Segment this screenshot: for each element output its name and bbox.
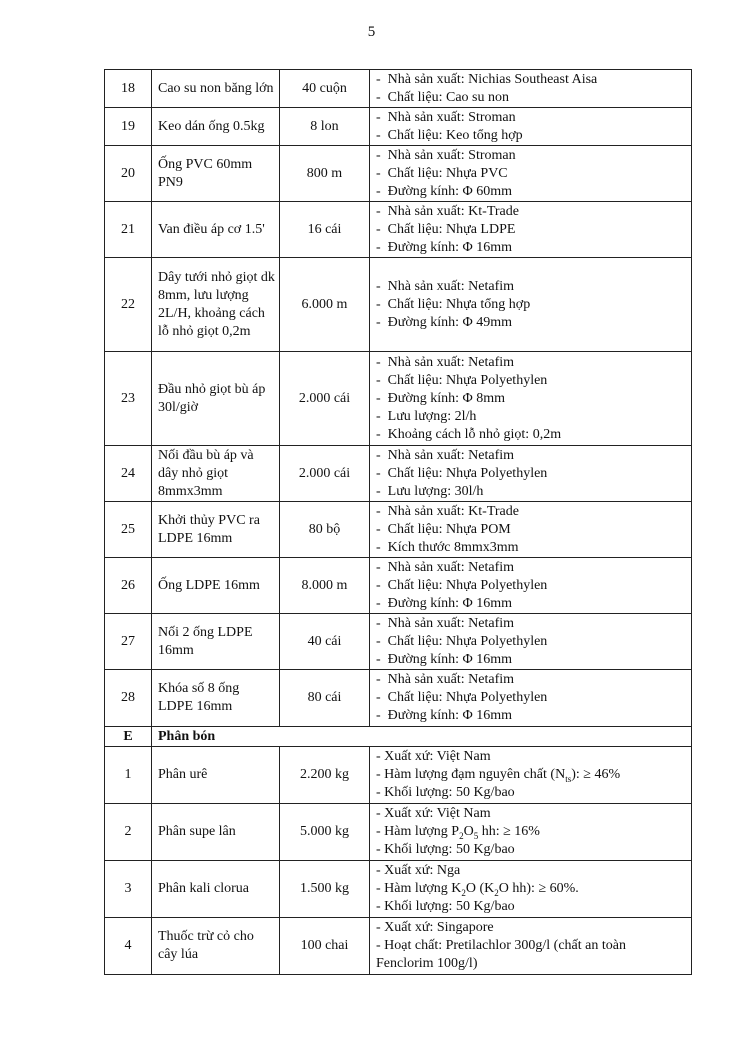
spec-line: - Khối lượng: 50 Kg/bao xyxy=(376,898,687,916)
spec-line: - Nhà sản xuất: Kt-Trade xyxy=(376,203,687,221)
table-row xyxy=(105,70,692,108)
table-row xyxy=(105,804,692,861)
spec-line: - Chất liệu: Nhựa PVC xyxy=(376,165,687,183)
row-number: 25 xyxy=(105,502,152,558)
item-name: Dây tưới nhỏ giọt dk 8mm, lưu lượng 2L/H, khoảng cách lỗ nhỏ giọt 0,2m xyxy=(152,258,280,352)
table-row xyxy=(105,352,692,446)
spec-line: - Nhà sản xuất: Kt-Trade xyxy=(376,503,687,521)
item-quantity: 40 cuộn xyxy=(280,70,370,108)
row-number: 28 xyxy=(105,670,152,727)
item-name: Nối 2 ống LDPE 16mm xyxy=(152,614,280,670)
table-row xyxy=(105,861,692,918)
materials-table-body xyxy=(105,70,692,975)
item-name: Van điều áp cơ 1.5' xyxy=(152,202,280,258)
spec-cell xyxy=(370,108,692,146)
item-quantity: 2.200 kg xyxy=(280,747,370,804)
item-name: Ống PVC 60mm PN9 xyxy=(152,146,280,202)
spec-line: - Chất liệu: Keo tổng hợp xyxy=(376,127,687,145)
item-quantity: 80 bộ xyxy=(280,502,370,558)
row-number: 18 xyxy=(105,70,152,108)
section-label: E xyxy=(105,727,152,747)
table-row xyxy=(105,558,692,614)
section-title: Phân bón xyxy=(152,727,692,747)
item-quantity: 80 cái xyxy=(280,670,370,727)
spec-cell xyxy=(370,614,692,670)
row-number: 22 xyxy=(105,258,152,352)
spec-line: - Xuất xứ: Việt Nam xyxy=(376,748,687,766)
spec-cell xyxy=(370,918,692,975)
spec-line: - Chất liệu: Nhựa Polyethylen xyxy=(376,372,687,390)
spec-cell xyxy=(370,202,692,258)
item-name: Nối đầu bù áp và dây nhỏ giọt 8mmx3mm xyxy=(152,446,280,502)
spec-line: - Chất liệu: Nhựa Polyethylen xyxy=(376,633,687,651)
table-row xyxy=(105,747,692,804)
table-row xyxy=(105,108,692,146)
spec-cell xyxy=(370,804,692,861)
spec-line: - Khối lượng: 50 Kg/bao xyxy=(376,784,687,802)
row-number: 23 xyxy=(105,352,152,446)
spec-line: Fenclorim 100g/l) xyxy=(376,956,478,971)
item-name: Khởi thủy PVC ra LDPE 16mm xyxy=(152,502,280,558)
spec-line: - Nhà sản xuất: Netafim xyxy=(376,615,687,633)
item-name: Đầu nhỏ giọt bù áp 30l/giờ xyxy=(152,352,280,446)
table-row xyxy=(105,202,692,258)
row-number: 24 xyxy=(105,446,152,502)
spec-line: - Chất liệu: Cao su non xyxy=(376,89,687,107)
materials-table xyxy=(104,69,692,975)
spec-line: - Hàm lượng $P_2O_5$ hh: ≥ 16% xyxy=(376,823,687,841)
spec-line: - Đường kính: Φ 16mm xyxy=(376,239,687,257)
table-row xyxy=(105,614,692,670)
row-number: 27 xyxy=(105,614,152,670)
item-quantity: 800 m xyxy=(280,146,370,202)
spec-cell xyxy=(370,502,692,558)
spec-line: - Khối lượng: 50 Kg/bao xyxy=(376,841,687,859)
spec-line: - Chất liệu: Nhựa tổng hợp xyxy=(376,296,687,314)
spec-line: - Chất liệu: Nhựa Polyethylen xyxy=(376,689,687,707)
item-name: Phân supe lân xyxy=(152,804,280,861)
spec-line: - Nhà sản xuất: Netafim xyxy=(376,559,687,577)
row-number: 19 xyxy=(105,108,152,146)
item-quantity: 8 lon xyxy=(280,108,370,146)
page-number: 5 xyxy=(367,24,376,40)
spec-cell xyxy=(370,670,692,727)
item-name: Phân urê xyxy=(152,747,280,804)
item-name: Keo dán ống 0.5kg xyxy=(152,108,280,146)
item-quantity: 1.500 kg xyxy=(280,861,370,918)
row-number: 26 xyxy=(105,558,152,614)
spec-line: - Đường kính: Φ 16mm xyxy=(376,707,687,725)
spec-line: - Chất liệu: Nhựa Polyethylen xyxy=(376,465,687,483)
table-row xyxy=(105,502,692,558)
row-number: 3 xyxy=(105,861,152,918)
row-number: 20 xyxy=(105,146,152,202)
spec-line: - Xuất xứ: Singapore xyxy=(376,919,687,937)
item-quantity: 16 cái xyxy=(280,202,370,258)
row-number: 21 xyxy=(105,202,152,258)
spec-cell xyxy=(370,747,692,804)
item-quantity: 40 cái xyxy=(280,614,370,670)
spec-line: - Đường kính: Φ 8mm xyxy=(376,390,687,408)
spec-line: - Đường kính: Φ 16mm xyxy=(376,651,687,669)
spec-cell xyxy=(370,861,692,918)
spec-cell xyxy=(370,352,692,446)
spec-line: - Nhà sản xuất: Stroman xyxy=(376,109,687,127)
row-number: 1 xyxy=(105,747,152,804)
spec-line: - Khoảng cách lỗ nhỏ giọt: 0,2m xyxy=(376,426,687,444)
spec-line: - Chất liệu: Nhựa POM xyxy=(376,521,687,539)
item-quantity: 8.000 m xyxy=(280,558,370,614)
spec-line: - Đường kính: Φ 60mm xyxy=(376,183,687,201)
row-number: 4 xyxy=(105,918,152,975)
spec-line: - Hoạt chất: Pretilachlor 300g/l (chất an toàn xyxy=(376,937,687,955)
spec-line: - Nhà sản xuất: Netafim xyxy=(376,354,687,372)
spec-cell xyxy=(370,146,692,202)
item-name: Phân kali clorua xyxy=(152,861,280,918)
item-quantity: 5.000 kg xyxy=(280,804,370,861)
item-quantity: 2.000 cái xyxy=(280,352,370,446)
spec-line: - Chất liệu: Nhựa Polyethylen xyxy=(376,577,687,595)
item-name: Khóa số 8 ống LDPE 16mm xyxy=(152,670,280,727)
spec-cell xyxy=(370,70,692,108)
spec-line: - Nhà sản xuất: Stroman xyxy=(376,147,687,165)
item-name: Cao su non băng lớn xyxy=(152,70,280,108)
item-quantity: 6.000 m xyxy=(280,258,370,352)
table-row xyxy=(105,670,692,727)
table-row xyxy=(105,918,692,975)
spec-line: - Lưu lượng: 2l/h xyxy=(376,408,687,426)
spec-line: - Nhà sản xuất: Netafim xyxy=(376,447,687,465)
item-quantity: 100 chai xyxy=(280,918,370,975)
item-quantity: 2.000 cái xyxy=(280,446,370,502)
spec-line: - Hàm lượng đạm nguyên chất $(N_{ts})$: ≥ 46% xyxy=(376,766,687,784)
item-name: Thuốc trừ cỏ cho cây lúa xyxy=(152,918,280,975)
table-row xyxy=(105,258,692,352)
spec-line: - Nhà sản xuất: Nichias Southeast Aisa xyxy=(376,71,687,89)
item-name: Ống LDPE 16mm xyxy=(152,558,280,614)
spec-line: - Hàm lượng $K_2O$ ($K_2O$ hh): ≥ 60%. xyxy=(376,880,687,898)
spec-line: - Chất liệu: Nhựa LDPE xyxy=(376,221,687,239)
spec-cell xyxy=(370,558,692,614)
spec-line: - Kích thước 8mmx3mm xyxy=(376,539,687,557)
section-header-row xyxy=(105,727,692,747)
spec-cell xyxy=(370,258,692,352)
spec-line: - Lưu lượng: 30l/h xyxy=(376,483,687,501)
spec-line: - Đường kính: Φ 49mm xyxy=(376,314,687,332)
table-row xyxy=(105,146,692,202)
spec-line: - Nhà sản xuất: Netafim xyxy=(376,278,687,296)
spec-line: - Đường kính: Φ 16mm xyxy=(376,595,687,613)
spec-cell xyxy=(370,446,692,502)
spec-line: - Nhà sản xuất: Netafim xyxy=(376,671,687,689)
row-number: 2 xyxy=(105,804,152,861)
spec-line: - Xuất xứ: Nga xyxy=(376,862,687,880)
table-row xyxy=(105,446,692,502)
spec-line: - Xuất xứ: Việt Nam xyxy=(376,805,687,823)
